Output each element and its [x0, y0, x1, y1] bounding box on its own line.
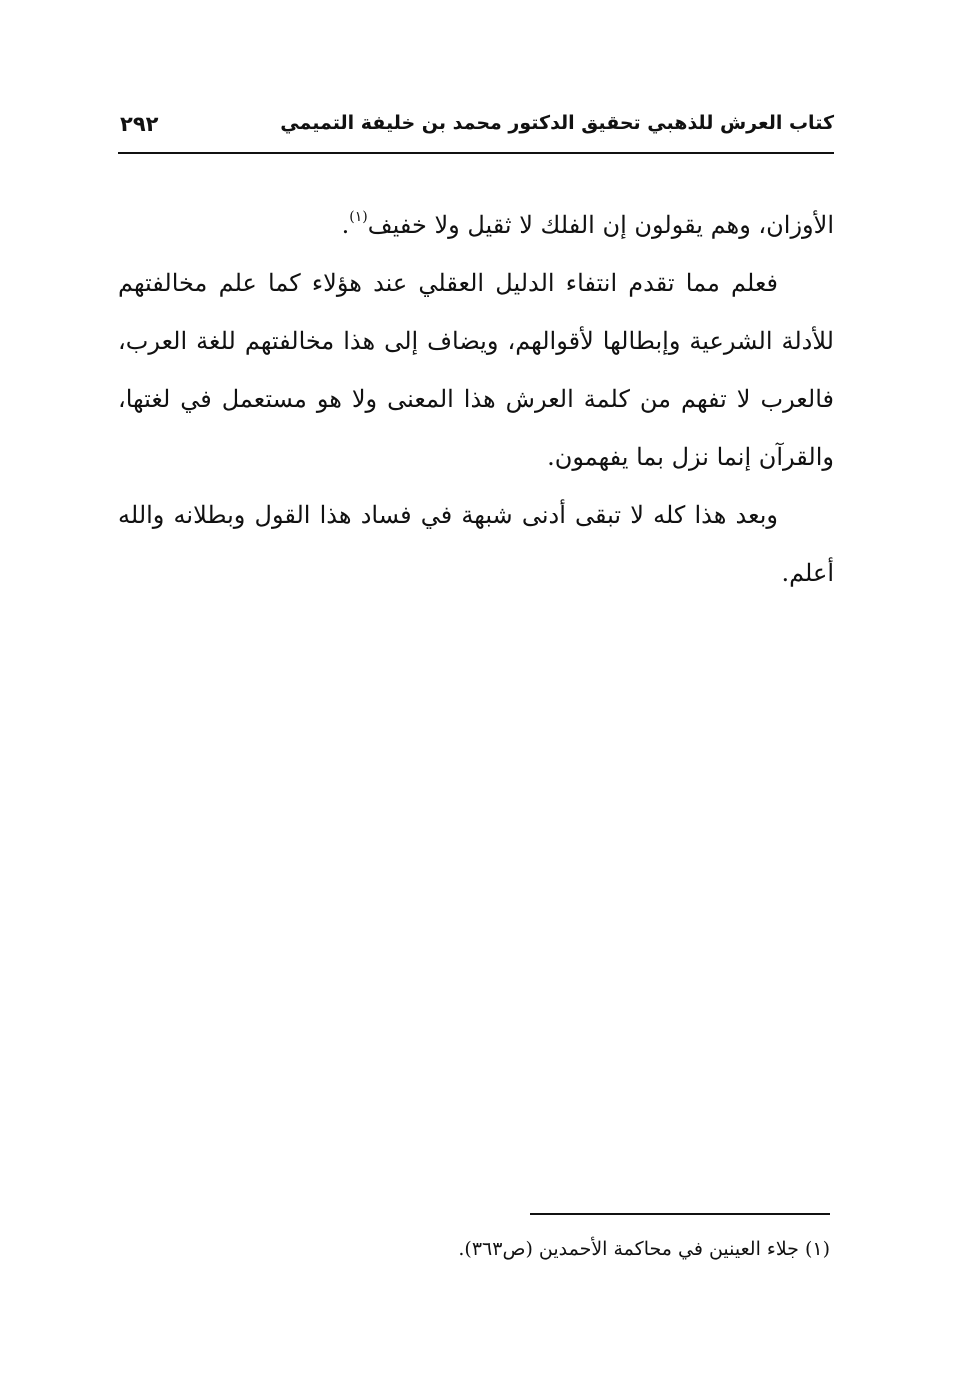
text-line-1 [118, 196, 834, 254]
text-line-1-end: . [341, 211, 350, 239]
footnote-divider [530, 1213, 830, 1215]
running-header [118, 108, 834, 154]
text-line-7: أعلم. [781, 559, 834, 587]
header-title: كتاب العرش للذهبي تحقيق الدكتور محمد بن خليفة التميمي [280, 112, 834, 134]
text-line-5: والقرآن إنما نزل بما يفهمون. [547, 443, 834, 471]
text-line-6: وبعد هذا كله لا تبقى أدنى شبهة في فساد هذا القول وبطلانه والله [118, 501, 778, 529]
footnote: (١) جلاء العينين في محاكمة الأحمدين (ص٣٦٣). [458, 1238, 830, 1260]
page-number: ٢٩٢ [120, 112, 159, 136]
text-line-4: فالعرب لا تفهم من كلمة العرش هذا المعنى ولا هو مستعمل في لغتها، [118, 385, 834, 413]
text-line-1-content: الأوزان، وهم يقولون إن الفلك لا ثقيل ولا خفيف [367, 211, 834, 239]
body-text [118, 196, 834, 602]
footnote-reference: (١) [349, 209, 368, 225]
text-line-3: للأدلة الشرعية وإبطالها لأقوالهم، ويضاف إلى هذا مخالفتهم للغة العرب، [118, 327, 834, 355]
text-line-2: فعلم مما تقدم انتفاء الدليل العقلي عند هؤلاء كما علم مخالفتهم [118, 269, 778, 297]
